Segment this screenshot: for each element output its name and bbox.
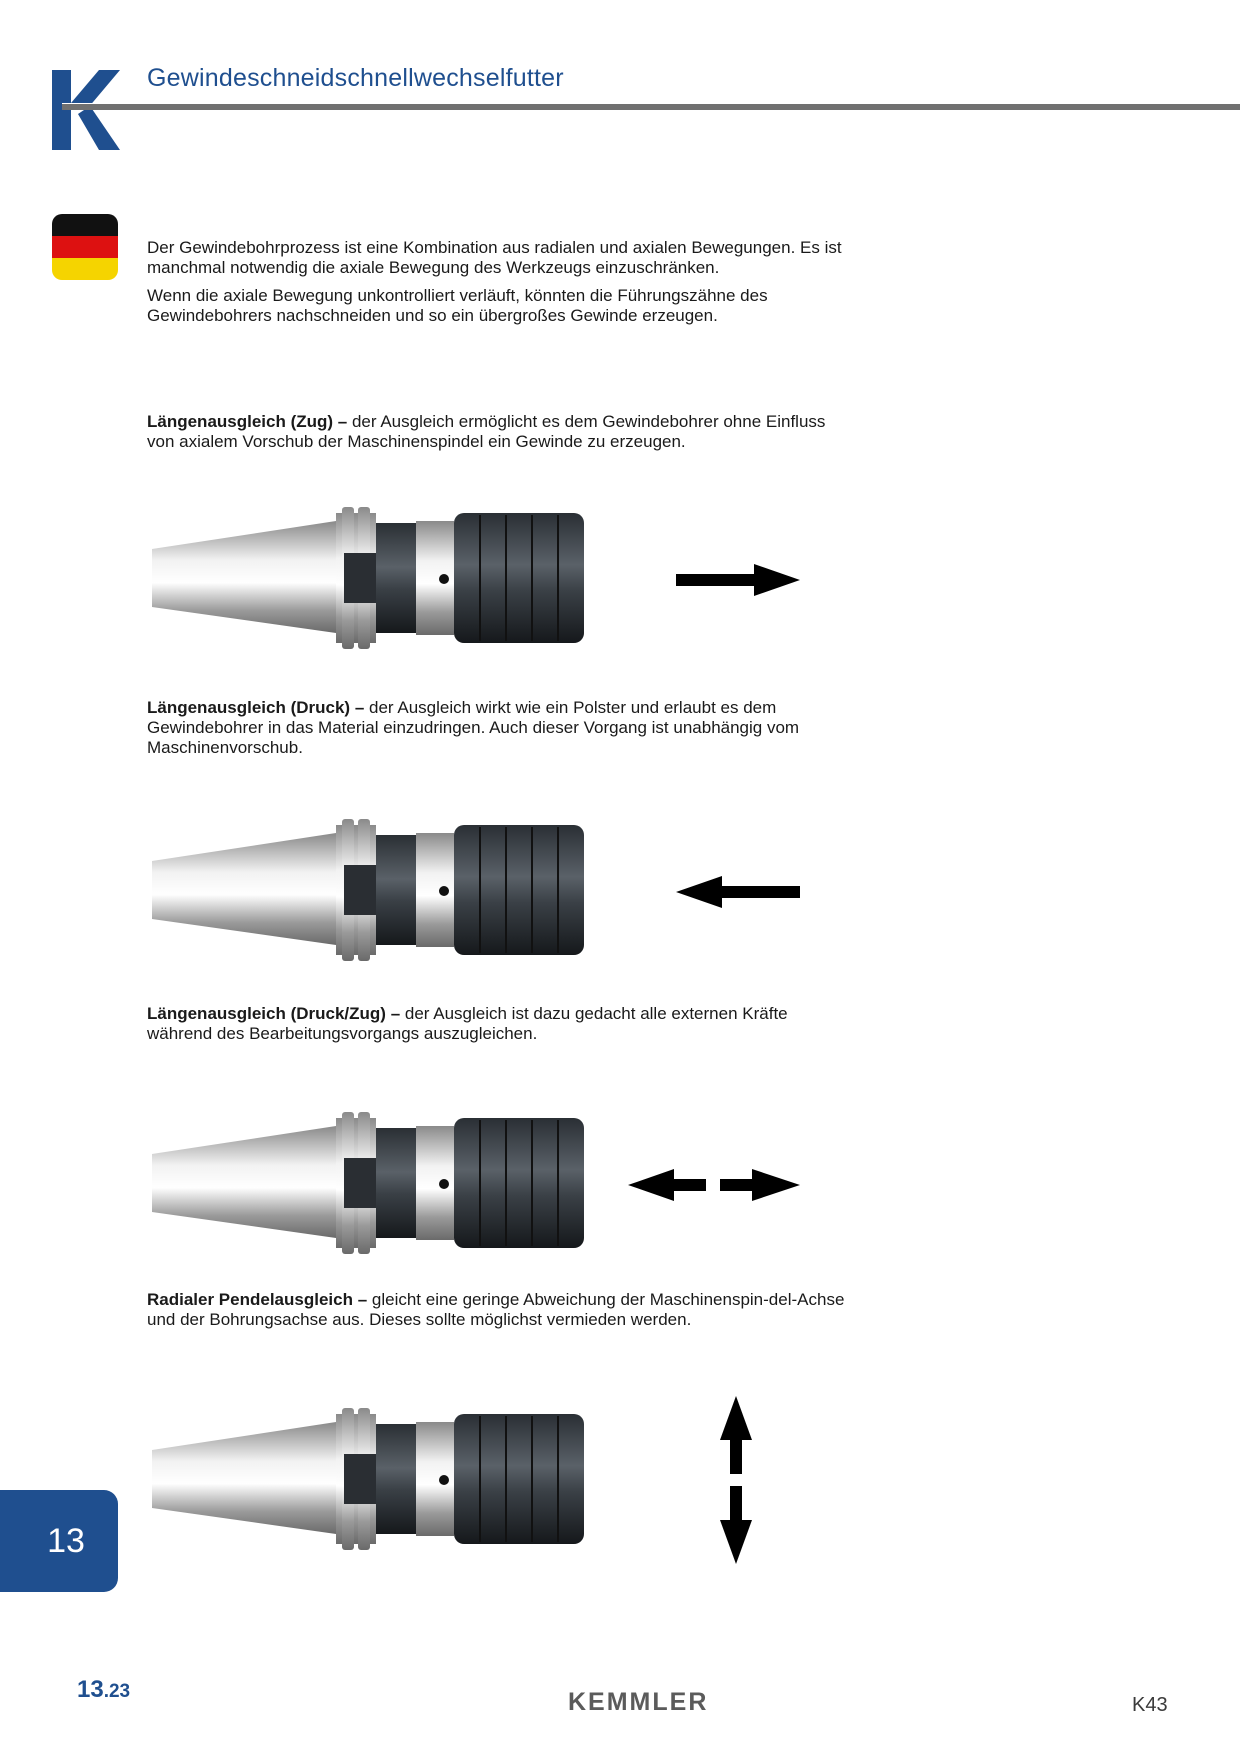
section-label: Längenausgleich (Druck/Zug) –: [147, 1004, 401, 1023]
header-rule: [62, 104, 1240, 110]
section-label: Radialer Pendelausgleich –: [147, 1290, 368, 1309]
tap-holder-image: [146, 805, 606, 975]
page-title: Gewindeschneidschnellwechselfutter: [147, 64, 564, 92]
section-pendel: [147, 1290, 847, 1330]
section-text: der Ausgleich wirkt wie ein Polster und erlaubt es dem Gewindebohrer in das Material einzudringen. Auch dieser Vorgang ist unabhängig vom Maschinenvorschub.: [147, 698, 800, 757]
intro-text: [147, 238, 847, 334]
tap-holder-image: [146, 1394, 606, 1564]
section-text: der Ausgleich ist dazu gedacht alle externen Kräfte während des Bearbeitungsvorgangs auszugleichen.: [147, 1004, 788, 1043]
brand-name: KEMMLER: [568, 1688, 709, 1716]
section-zug: [147, 412, 847, 452]
intro-paragraph-2: Wenn die axiale Bewegung unkontrolliert verläuft, könnten die Führungszähne des Gewindebohrers nachschneiden und so ein übergroßes Gewinde erzeugen.: [147, 286, 768, 325]
section-label: Längenausgleich (Zug) –: [147, 412, 348, 431]
section-text: gleicht eine geringe Abweichung der Maschinenspin-del-Achse und der Bohrungsachse aus. Dieses sollte möglichst vermieden werden.: [147, 1290, 845, 1329]
kemmler-logo-icon: [52, 70, 120, 150]
page-code: K43: [1132, 1694, 1168, 1716]
section-text: der Ausgleich ermöglicht es dem Gewindebohrer ohne Einfluss von axialem Vorschub der Maschinenspindel ein Gewinde zu erzeugen.: [147, 412, 826, 451]
section-druck: [147, 698, 847, 758]
page-number: [77, 1676, 130, 1704]
arrow-left-icon: [676, 874, 800, 910]
arrows-up-down-icon: [718, 1396, 754, 1564]
page-number-sub: .23: [103, 1681, 131, 1702]
arrows-left-right-icon: [628, 1167, 800, 1203]
tap-holder-image: [146, 1098, 606, 1268]
german-flag-icon: [52, 214, 118, 280]
intro-paragraph-1: Der Gewindebohrprozess ist eine Kombination aus radialen und axialen Bewegungen. Es ist manchmal notwendig die axiale Bewegung des Werkzeugs einzuschränken.: [147, 238, 842, 277]
arrow-right-icon: [676, 562, 800, 598]
chapter-tab[interactable]: 13: [0, 1490, 118, 1592]
section-druck-zug: [147, 1004, 847, 1044]
tap-holder-image: [146, 493, 606, 663]
section-label: Längenausgleich (Druck) –: [147, 698, 365, 717]
page-number-main: 13: [77, 1676, 104, 1703]
